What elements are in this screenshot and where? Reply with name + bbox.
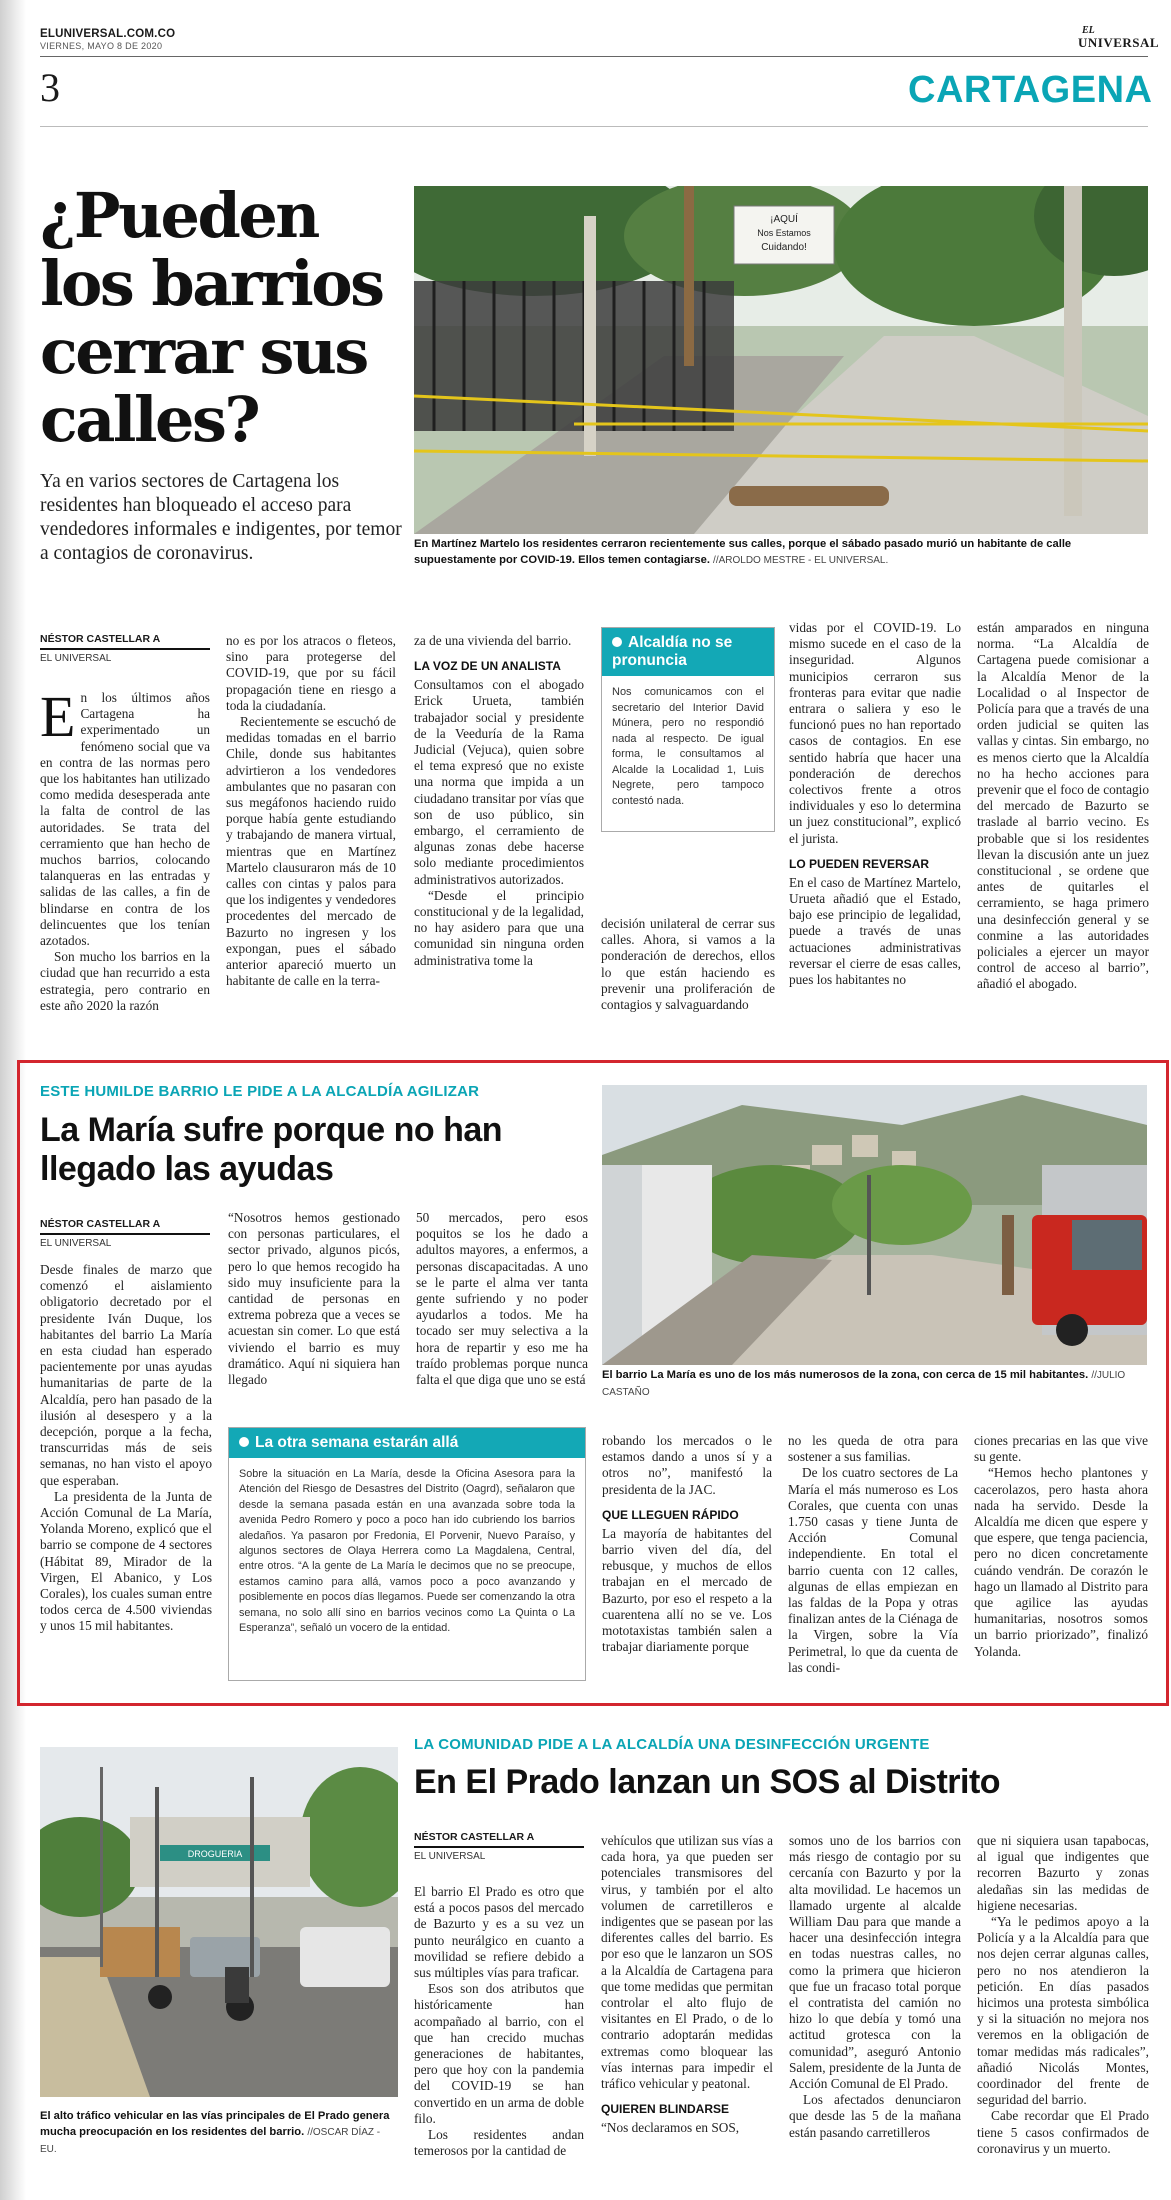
paragraph: Son mucho los barrios en la ciudad que han recurrido a esta estrategia, pero contrario en este año 2020 la razón — [40, 949, 210, 1013]
byline-outlet: EL UNIVERSAL — [414, 1851, 486, 1862]
sidebox-header — [602, 628, 774, 676]
sidebox-body: Sobre la situación en La María, desde la Oficina Asesora para la Atención del Riesgo de Desastres del Distrito (Oagrd), señalaron que desde la semana pasada están en una avanzada sobre toda la avenida Pedro Romero y poco a poco han ido cubriendo los barrios aledaños. Ya pasaron por Fredonia, El Porvenir, Nuevo Paraíso, y algunos sectores de Olaya Herrera como La Magdalena, Central, entre otros. “A la gente de La María le decimos que no se preocupe, estamos camino para allá, vamos poco a poco avanzando y posiblemente en pocos días llegamos. Puede ser comenzando la otra semana, no solo allí sino en barrios vecinos como La Quinta o La Esperanza”, señaló un vocero de la entidad. — [239, 1468, 575, 1635]
paragraph: “Nosotros hemos gestionado con personas particulares, el sector privado, algunos picós, pero lo que hemos recogido ha sido muy insuficiente para la cantidad de personas en extrema pobreza que a veces se acuestan sin comer. Lo que está viviendo el barrio es muy dramático. Aquí ni siquiera han llegado — [228, 1210, 400, 1388]
subhead: LA VOZ DE UN ANALISTA — [414, 659, 561, 674]
story2-col5 — [788, 1433, 958, 1676]
paragraph: Los residentes andan temerosos por la cantidad de — [414, 2127, 584, 2159]
paragraph: vidas por el COVID-19. Lo mismo sucede en el caso de la inseguridad. Algunos municipios cerraron sus fronteras para evitar que nadie entrara o saliera y eso le funcionó pues no han reportado casos de contagios. En ese sentido habría que hacer una ponderación de derechos colectivos frente a otros individuales y eso lo determina un juez constitucional”, explicó el jurista. — [789, 620, 961, 846]
caption-text: El alto tráfico vehicular en las vías principales de El Prado genera mucha preocupación en los residentes del barrio. — [40, 2110, 390, 2138]
paragraph: Esos son dos atributos que históricamente han acompañado al barrio, con el que han crecido muchas generaciones de habitantes, pero que hoy con la pandemia del COVID-19 se han convertido en un arma de doble filo. — [414, 1981, 584, 2126]
paragraph: vehículos que utilizan sus vías a cada hora, ya que pueden ser potenciales transmisores del virus, y también por el alto volumen de carretilleros e indigentes que se pasean por las diferentes calles del barrio. Es por eso que le lanzaron un SOS a la Alcaldía de Cartagena para que tome medidas que permitan controlar el alto flujo de visitantes en El Prado, o de lo contrario adoptarán medidas extremas como bloquear las vías internas para impedir el tráfico vehicular y peatonal. — [601, 1833, 773, 2092]
photo-credit: //JULIO CASTAÑO — [602, 1370, 1126, 1398]
story1-caption — [414, 536, 1148, 569]
story1-col1 — [40, 684, 210, 1014]
sidebox-title: La otra semana estarán allá — [255, 1434, 459, 1451]
story1-col2 — [226, 633, 396, 989]
dropcap: E — [40, 684, 76, 749]
caption-text: En Martínez Martelo los residentes cerraron recientemente sus calles, porque el sábado pasado murió un habitante de calle supuestamente por COVID-19. Ellos temen contagiarse. — [414, 538, 1072, 566]
logo: UNIVERSAL — [1078, 35, 1160, 50]
paragraph: ciones precarias en las que vive su gente. — [974, 1433, 1148, 1465]
photo-credit: //OSCAR DÍAZ - EU. — [40, 2127, 381, 2155]
traffic-street-illustration — [40, 1747, 398, 2097]
bullet-icon — [612, 637, 622, 647]
story3-kicker: LA COMUNIDAD PIDE A LA ALCALDÍA UNA DESINFECCIÓN URGENTE — [414, 1736, 930, 1753]
byline-name: NÉSTOR CASTELLAR A — [40, 1218, 210, 1235]
paragraph: Los afectados denunciaron que desde las 5 de la mañana están pasando carretilleros — [789, 2092, 961, 2140]
sidebox-title: Alcaldía no se pronuncia — [612, 634, 733, 669]
paragraph: La mayoría de habitantes del barrio viven del día, del rebusque, y muchos de ellos trabajan en el mercado de Bazurto, por eso el respeto a la cuarentena allí no se ve. Los mototaxistas también salen a trabajar diariamente porque — [602, 1525, 772, 1655]
story2-col4 — [602, 1433, 772, 1655]
story2-photo — [602, 1085, 1147, 1365]
paragraph: que ni siquiera usan tapabocas, al igual que indigentes que recorren Bazurto y zonas aledañas sin las medidas de higiene necesarias. — [977, 1833, 1149, 1913]
paragraph: Desde finales de marzo que comenzó el aislamiento obligatorio decretado por el presidente Iván Duque, los habitantes del barrio La María en esta ciudad han esperado pacientemente por unas ayudas humanitarias de parte de la Alcaldía, pero han pasado de la ilusión al desespero y a la decepción, porque a la fecha, transcurridas más de seis semanas, no han visto el apoyo que esperaban. — [40, 1262, 212, 1488]
street-closed-illustration — [414, 186, 1148, 534]
story1-col3 — [414, 633, 584, 969]
subhead: QUIEREN BLINDARSE — [601, 2102, 730, 2117]
paragraph: “Nos declaramos en SOS, — [601, 2120, 740, 2136]
logo-small: EL — [1082, 25, 1095, 36]
story2-col6 — [974, 1433, 1148, 1660]
paragraph: no es por los atracos o fleteos, sino para protegerse del COVID-19, que por su fácil propagación tiene en riesgo a toda la ciudadanía. — [226, 633, 396, 713]
paragraph: decisión unilateral de cerrar sus calles. Ahora, si vamos a la ponderación de derechos, ellos lo que están haciendo es prevenir una proliferación de contagios y salvaguardando — [601, 916, 775, 1013]
bullet-icon — [239, 1437, 249, 1447]
story2-kicker: ESTE HUMILDE BARRIO LE PIDE A LA ALCALDÍA AGILIZAR — [40, 1083, 480, 1100]
svg-text:¡AQUÍ: ¡AQUÍ — [770, 214, 798, 225]
story2-byline — [40, 1218, 210, 1249]
paragraph: están amparados en ninguna norma. “La Alcaldía de Cartagena puede comisionar a la Alcaldía Menor de la Localidad o al Inspector de Policía para que a través de una orden judicial se quiten las vallas y cintas. Sin embargo, no es menos cierto que la Alcaldía no ha hecho acciones para prevenir que el foco de contagio del mercado de Bazurto se traslade al barrio vecino. Es probable que si los residentes llevan la discusión ante un juez constitucional , se ordene que antes de quitarles el cerramiento, se haga primero una desinfección general y se conmine a las autoridades policiales a ejercer un mayor control de acceso al barrio”, añadió el abogado. — [977, 620, 1149, 992]
story2-col1 — [40, 1262, 212, 1635]
story1-sidebox — [601, 627, 775, 832]
story2-sidebox — [228, 1427, 586, 1681]
story1-col5 — [789, 620, 961, 988]
story1-lede: Ya en varios sectores de Cartagena los residentes han bloqueado el acceso para vendedores informales e indigentes, por temor a contagios de coronavirus. — [40, 471, 402, 564]
story1-photo — [414, 186, 1148, 534]
paragraph: Consultamos con el abogado Erick Urueta, también trabajador social y presidente de la Veeduría de la Rama Judicial (Vejuca), quien sobre el tema expresó que no existe una norma que impida a un ciudadano transitar por vías que son de uso público, sin embargo, el cerramiento de algunas zonas debe hacerse solo mediante procedimientos administrativos autorizados. — [414, 677, 584, 887]
story3-col4 — [977, 1833, 1149, 2157]
caption-text: El barrio La María es uno de los más numerosos de la zona, con cerca de 15 mil habitantes. — [602, 1369, 1089, 1381]
paragraph: no les queda de otra para sostener a sus familias. — [788, 1433, 958, 1465]
paragraph: En el caso de Martínez Martelo, Urueta añadió que el Estado, bajo ese principio de legalidad, puede a través de unas actuaciones administrativas reversar el cierre de esas calles, pues los habitantes no — [789, 874, 961, 988]
paragraph: “Ya le pedimos apoyo a la Policía y a la Alcaldía para que nos dejen cerrar algunas calles, pero no nos atendieron la petición. En días pasados hicimos una protesta simbólica y si la situación no mejora nos veremos en la obligación de tomar medidas más radicales”, añadió Nicolás Montes, coordinador del frente de seguridad del barrio. — [977, 1914, 1149, 2108]
byline-name: NÉSTOR CASTELLAR A — [40, 633, 210, 650]
paragraph: Recientemente se escuchó de medidas tomadas en el barrio Chile, donde sus habitantes advirtieron a los vendedores ambulantes que no pasaran con sus megáfonos haciendo ruido porque había gente estudiando y trabajando de manera virtual, mientras que en Martínez Martelo clausuraron más de 10 calles con cintas y palos para que los indigentes y vendedores procedentes del mercado de Bazurto no ingresen y los expongan, pues el sábado anterior apareció muerto un habitante de calle en la terra- — [226, 714, 396, 989]
story2-caption — [602, 1367, 1147, 1401]
story3-col3 — [789, 1833, 961, 2141]
sidebox-header — [229, 1428, 585, 1458]
story1-col6 — [977, 620, 1149, 993]
story3-photo — [40, 1747, 398, 2097]
story2-col3 — [416, 1210, 588, 1388]
paragraph: za de una vivienda del barrio. — [414, 633, 572, 648]
story3-byline — [414, 1831, 584, 1862]
story1-col4 — [601, 916, 775, 1013]
paragraph: El barrio El Prado es otro que está a pocos pasos del mercado de Bazurto y es a su vez un punto neurálgico en cuanto a movilidad se refiere debido a sus múltiples vías para traficar. — [414, 1884, 584, 1981]
shop-sign-text: DROGUERIA — [187, 1849, 243, 1859]
section-title: CARTAGENA — [908, 69, 1153, 111]
byline-outlet: EL UNIVERSAL — [40, 653, 112, 664]
svg-text:Cuidando!: Cuidando! — [761, 242, 807, 253]
byline-name: NÉSTOR CASTELLAR A — [414, 1831, 584, 1848]
paragraph: somos uno de los barrios con más riesgo de contagio por su cercanía con Bazurto y por la alta movilidad. Le hacemos un llamado urgente al alcalde William Dau para que mande a hacer una desinfección integra en todas nuestras calles, no como la primera que hicieron que fue un fracaso total porque el contratista del camión no hizo lo que debía y tomó una actitud grotesca con la comunidad”, aseguró Antonio Salem, presidente de la Junta de Acción Comunal de El Prado. — [789, 1833, 961, 2092]
story1-byline — [40, 633, 210, 664]
neighborhood-street-illustration — [602, 1085, 1147, 1365]
story3-caption — [40, 2108, 398, 2158]
paragraph: robando los mercados o le estamos dando a unos sí y a otros no”, manifestó la presidenta de la JAC. — [602, 1433, 772, 1497]
paragraph: “Hemos hecho plantones y cacerolazos, pero hasta ahora nada ha servido. Desde la Alcaldía me dicen que espere y que espere, que tenga paciencia, pero no dicen concretamente cuándo vendrán. De corazón le hago un llamado al Distrito para que agilice las ayudas humanitarias, nosotros somos un barrio priorizado”, finalizó Yolanda. — [974, 1465, 1148, 1659]
story2-col2 — [228, 1210, 400, 1388]
paragraph: De los cuatro sectores de La María el más numeroso es Los Corales, que cuenta con unas 1.750 casas y tiene Junta de Acción Comunal independiente. En total el barrio cuenta con 12 calles, algunas de ellas empiezan en las faldas de la Popa y otras finalizan antes de la Ciénaga de la Virgen, sobre la Vía Perimetral, lo que da cuenta de las condi- — [788, 1465, 958, 1675]
photo-credit: //AROLDO MESTRE - EL UNIVERSAL. — [713, 555, 889, 566]
story2-headline: La María sufre porque no han llegado las ayudas — [40, 1111, 503, 1188]
paragraph: La presidenta de la Junta de Acción Comunal de La María, Yolanda Moreno, explicó que el barrio se compone de 4 sectores (Hábitat 89, Mirador de la Virgen, El Abanico, y Los Corales), los cuales suman entre todos cerca de 4.500 viviendas y unos 15 mil habitantes. — [40, 1488, 212, 1634]
paragraph: n los últimos años Cartagena ha experimentado un fenómeno social que va en contra de las normas pero que los habitantes han utilizado como medida desesperada ante la falta de control de las autoridades. Se trata del cerramiento que han hecho de muchos barrios, colocando talanqueras en las entradas y salidas de las calles, a fin de blindarse en contra de los delincuentes que los tenían azotados. — [40, 690, 210, 949]
story3-headline: En El Prado lanzan un SOS al Distrito — [414, 1763, 1001, 1801]
byline-outlet: EL UNIVERSAL — [40, 1238, 112, 1249]
story3-col2 — [601, 1833, 773, 2136]
sidebox-body: Nos comunicamos con el secretario del Interior David Múnera, pero no respondió nada al respecto. De igual forma, le consultamos al Alcalde la Localidad 1, Luis Negrete, pero tampoco contestó nada. — [612, 686, 764, 807]
story3-col1 — [414, 1884, 584, 2159]
site-url[interactable]: ELUNIVERSAL.COM.CO — [40, 28, 176, 40]
paragraph: “Desde el principio constitucional y de la legalidad, no hay asidero para que una comunidad sin ninguna orden administrativa tome la — [414, 887, 584, 968]
page-number: 3 — [40, 65, 60, 110]
paragraph: Cabe recordar que El Prado tiene 5 casos confirmados de coronavirus y un muerto. — [977, 2108, 1149, 2156]
paragraph: 50 mercados, pero esos poquitos se los he dado a adultos mayores, a enfermos, a personas discapacitadas. A uno se le parte el alma ver tanta gente sufriendo y no poder ayudarlos a todos. Me ha tocado ser muy selectiva a la hora de repartir y eso me ha traído problemas porque nunca falta el que diga que uno se está — [416, 1210, 588, 1388]
subhead: QUE LLEGUEN RÁPIDO — [602, 1507, 739, 1522]
edition-date: VIERNES, MAYO 8 DE 2020 — [40, 41, 163, 51]
subhead: LO PUEDEN REVERSAR — [789, 856, 930, 871]
svg-text:Nos Estamos: Nos Estamos — [757, 228, 811, 238]
story1-headline: ¿Pueden los barrios cerrar sus calles? — [40, 179, 383, 456]
